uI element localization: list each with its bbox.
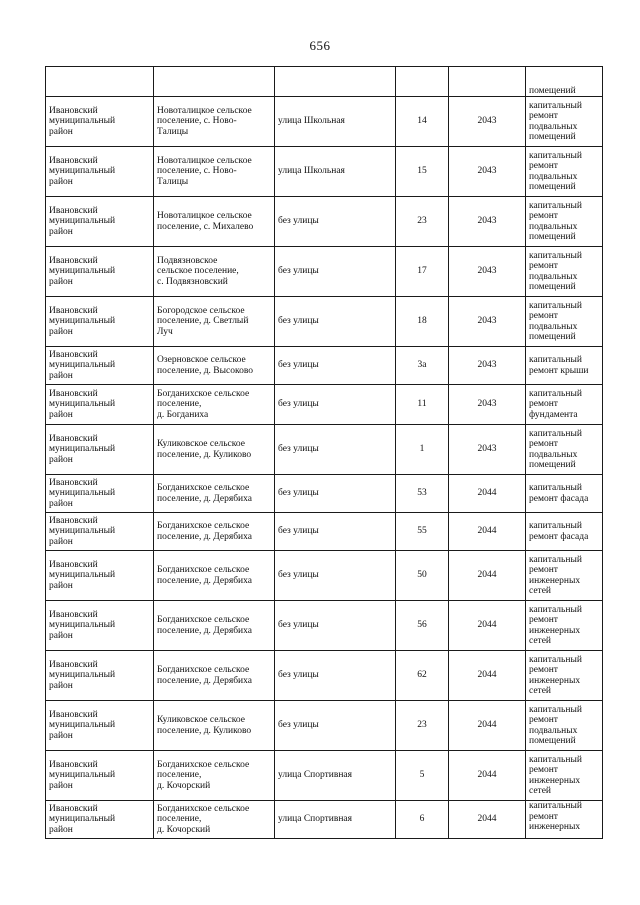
- district-cell-text: Ивановский муниципальный район: [49, 803, 116, 835]
- house-number-cell-text: 53: [417, 488, 427, 499]
- work-type-cell-text: капитальный ремонт подвальных помещений: [529, 200, 582, 242]
- settlement-cell: [154, 147, 275, 197]
- settlement-cell-text: Новоталицкое сельское поселение, с. Ново- Талицы: [157, 155, 252, 187]
- district-cell: [46, 297, 154, 347]
- house-number-cell: [396, 751, 449, 801]
- work-type-cell: [526, 247, 603, 297]
- settlement-cell: [154, 475, 275, 513]
- year-cell: [449, 97, 526, 147]
- table-row: [46, 701, 603, 751]
- year-cell-text: 2043: [477, 166, 497, 177]
- year-cell-text: 2044: [477, 770, 497, 781]
- house-number-cell: [396, 651, 449, 701]
- work-type-cell: [526, 513, 603, 551]
- street-cell: [275, 601, 396, 651]
- year-cell-text: 2044: [477, 814, 497, 825]
- house-number-cell-text: 62: [417, 670, 427, 681]
- street-cell-text: без улицы: [278, 399, 319, 410]
- district-cell-text: Ивановский муниципальный район: [49, 105, 116, 137]
- work-type-cell: [526, 425, 603, 475]
- year-cell: [449, 147, 526, 197]
- table-row: [46, 297, 603, 347]
- year-cell: [449, 801, 526, 839]
- street-cell-text: без улицы: [278, 266, 319, 277]
- settlement-cell: [154, 247, 275, 297]
- house-number-cell: [396, 247, 449, 297]
- house-number-cell: [396, 67, 449, 97]
- house-number-cell: [396, 385, 449, 425]
- work-type-cell: [526, 147, 603, 197]
- settlement-cell-text: Богданихское сельское поселение, д. Дерябиха: [157, 483, 252, 504]
- year-cell-text: 2044: [477, 526, 497, 537]
- street-cell: [275, 551, 396, 601]
- table-row: [46, 347, 603, 385]
- street-cell: [275, 297, 396, 347]
- year-cell: [449, 347, 526, 385]
- year-cell-text: 2043: [477, 266, 497, 277]
- district-cell-text: Ивановский муниципальный район: [49, 349, 116, 381]
- district-cell-text: Ивановский муниципальный район: [49, 759, 116, 791]
- district-cell: [46, 801, 154, 839]
- page-number: 656: [309, 38, 331, 53]
- house-number-cell: [396, 147, 449, 197]
- work-type-cell-text: капитальный ремонт инженерных сетей: [529, 554, 582, 596]
- table-row: [46, 513, 603, 551]
- work-type-cell: [526, 347, 603, 385]
- street-cell-text: без улицы: [278, 570, 319, 581]
- work-type-cell: [526, 601, 603, 651]
- year-cell-text: 2043: [477, 116, 497, 127]
- settlement-cell: [154, 513, 275, 551]
- settlement-cell-text: Богданихское сельское поселение, д. Богданиха: [157, 388, 250, 420]
- settlement-cell-text: Новоталицкое сельское поселение, с. Михалево: [157, 211, 254, 232]
- house-number-cell: [396, 197, 449, 247]
- table-row: [46, 551, 603, 601]
- work-type-cell: [526, 97, 603, 147]
- year-cell: [449, 385, 526, 425]
- street-cell: [275, 247, 396, 297]
- house-number-cell-text: 1: [419, 444, 425, 455]
- street-cell: [275, 701, 396, 751]
- district-cell: [46, 513, 154, 551]
- work-type-cell-text: капитальный ремонт фундамента: [529, 388, 582, 420]
- house-number-cell: [396, 513, 449, 551]
- house-number-cell-text: 18: [417, 316, 427, 327]
- district-cell-text: Ивановский муниципальный район: [49, 515, 116, 547]
- district-cell: [46, 701, 154, 751]
- house-number-cell-text: 11: [417, 399, 427, 410]
- work-type-cell: [526, 701, 603, 751]
- year-cell: [449, 551, 526, 601]
- year-cell-text: 2044: [477, 670, 497, 681]
- house-number-cell-text: 17: [417, 266, 427, 277]
- district-cell: [46, 385, 154, 425]
- street-cell-text: улица Спортивная: [278, 814, 353, 825]
- year-cell: [449, 475, 526, 513]
- district-cell-text: Ивановский муниципальный район: [49, 609, 116, 641]
- work-type-cell: [526, 801, 603, 839]
- settlement-cell: [154, 751, 275, 801]
- settlement-cell: [154, 385, 275, 425]
- settlement-cell-text: Новоталицкое сельское поселение, с. Ново- Талицы: [157, 105, 252, 137]
- work-type-cell-text: помещений: [529, 85, 576, 96]
- street-cell-text: без улицы: [278, 316, 319, 327]
- street-cell-text: без улицы: [278, 670, 319, 681]
- street-cell: [275, 651, 396, 701]
- district-cell-text: Ивановский муниципальный район: [49, 255, 116, 287]
- work-type-cell-text: капитальный ремонт подвальных помещений: [529, 150, 582, 192]
- year-cell: [449, 651, 526, 701]
- work-type-cell: [526, 751, 603, 801]
- year-cell-text: 2044: [477, 720, 497, 731]
- settlement-cell: [154, 551, 275, 601]
- street-cell-text: улица Школьная: [278, 116, 345, 127]
- street-cell: [275, 197, 396, 247]
- settlement-cell-text: Богданихское сельское поселение, д. Кочорский: [157, 759, 250, 791]
- house-number-cell-text: 23: [417, 720, 427, 731]
- work-type-cell-text: капитальный ремонт подвальных помещений: [529, 428, 582, 470]
- settlement-cell-text: Куликовское сельское поселение, д. Куликово: [157, 439, 252, 460]
- year-cell-text: 2044: [477, 620, 497, 631]
- house-number-cell: [396, 601, 449, 651]
- street-cell: [275, 347, 396, 385]
- street-cell-text: улица Школьная: [278, 166, 345, 177]
- street-cell-text: без улицы: [278, 216, 319, 227]
- work-type-cell: [526, 551, 603, 601]
- street-cell-text: без улицы: [278, 620, 319, 631]
- district-cell: [46, 347, 154, 385]
- year-cell-text: 2044: [477, 488, 497, 499]
- settlement-cell: [154, 425, 275, 475]
- house-number-cell: [396, 425, 449, 475]
- settlement-cell: [154, 701, 275, 751]
- year-cell-text: 2043: [477, 444, 497, 455]
- street-cell-text: улица Спортивная: [278, 770, 353, 781]
- table-row: [46, 147, 603, 197]
- table-row: [46, 97, 603, 147]
- district-cell-text: Ивановский муниципальный район: [49, 709, 116, 741]
- district-cell: [46, 97, 154, 147]
- settlement-cell: [154, 67, 275, 97]
- house-number-cell-text: 14: [417, 116, 427, 127]
- district-cell-text: Ивановский муниципальный район: [49, 477, 116, 509]
- work-type-cell: [526, 475, 603, 513]
- work-type-cell-text: капитальный ремонт инженерных сетей: [529, 654, 582, 696]
- street-cell: [275, 513, 396, 551]
- district-cell-text: Ивановский муниципальный район: [49, 388, 116, 420]
- district-cell: [46, 147, 154, 197]
- street-cell: [275, 475, 396, 513]
- street-cell: [275, 97, 396, 147]
- year-cell: [449, 513, 526, 551]
- district-cell-text: Ивановский муниципальный район: [49, 205, 116, 237]
- work-type-cell: [526, 385, 603, 425]
- table-row: [46, 425, 603, 475]
- year-cell: [449, 297, 526, 347]
- work-type-cell-text: капитальный ремонт подвальных помещений: [529, 300, 582, 342]
- district-cell: [46, 601, 154, 651]
- street-cell: [275, 385, 396, 425]
- year-cell: [449, 247, 526, 297]
- settlement-cell-text: Куликовское сельское поселение, д. Куликово: [157, 715, 252, 736]
- table-body: [46, 67, 603, 839]
- house-number-cell: [396, 701, 449, 751]
- year-cell: [449, 197, 526, 247]
- work-type-cell-text: капитальный ремонт фасада: [529, 483, 589, 504]
- street-cell: [275, 801, 396, 839]
- street-cell-text: без улицы: [278, 360, 319, 371]
- settlement-cell: [154, 801, 275, 839]
- street-cell-text: без улицы: [278, 720, 319, 731]
- street-cell-text: без улицы: [278, 488, 319, 499]
- district-cell: [46, 651, 154, 701]
- work-type-cell-text: капитальный ремонт фасада: [529, 521, 589, 542]
- street-cell: [275, 425, 396, 475]
- work-type-cell: [526, 67, 603, 97]
- settlement-cell-text: Богданихское сельское поселение, д. Дерябиха: [157, 615, 252, 636]
- house-number-cell-text: 15: [417, 166, 427, 177]
- house-number-cell-text: 6: [419, 814, 425, 825]
- table-row: [46, 67, 603, 97]
- district-cell-text: Ивановский муниципальный район: [49, 155, 116, 187]
- district-cell: [46, 551, 154, 601]
- house-number-cell-text: 56: [417, 620, 427, 631]
- table-row: [46, 751, 603, 801]
- house-number-cell-text: 3а: [417, 360, 427, 371]
- year-cell: [449, 425, 526, 475]
- house-number-cell-text: 55: [417, 526, 427, 537]
- year-cell: [449, 751, 526, 801]
- table-row: [46, 801, 603, 839]
- house-number-cell: [396, 475, 449, 513]
- district-cell: [46, 197, 154, 247]
- table-row: [46, 601, 603, 651]
- house-number-cell: [396, 801, 449, 839]
- table-row: [46, 475, 603, 513]
- year-cell: [449, 601, 526, 651]
- district-cell: [46, 475, 154, 513]
- street-cell-text: без улицы: [278, 444, 319, 455]
- table-row: [46, 651, 603, 701]
- house-number-cell: [396, 97, 449, 147]
- district-cell: [46, 751, 154, 801]
- house-number-cell-text: 50: [417, 570, 427, 581]
- table-row: [46, 247, 603, 297]
- settlement-cell: [154, 197, 275, 247]
- district-cell-text: Ивановский муниципальный район: [49, 659, 116, 691]
- table-row: [46, 385, 603, 425]
- work-type-cell-text: капитальный ремонт крыши: [529, 355, 589, 376]
- work-type-cell-text: капитальный ремонт подвальных помещений: [529, 704, 582, 746]
- work-type-cell: [526, 651, 603, 701]
- work-type-cell: [526, 197, 603, 247]
- work-type-cell-text: капитальный ремонт подвальных помещений: [529, 250, 582, 292]
- house-number-cell-text: 23: [417, 216, 427, 227]
- settlement-cell: [154, 297, 275, 347]
- house-number-cell: [396, 297, 449, 347]
- settlement-cell: [154, 97, 275, 147]
- year-cell: [449, 701, 526, 751]
- year-cell-text: 2044: [477, 570, 497, 581]
- year-cell-text: 2043: [477, 360, 497, 371]
- settlement-cell-text: Богданихское сельское поселение, д. Дерябиха: [157, 521, 252, 542]
- settlement-cell-text: Богданихское сельское поселение, д. Дерябиха: [157, 565, 252, 586]
- settlement-cell-text: Богданихское сельское поселение, д. Кочорский: [157, 803, 250, 835]
- work-type-cell-text: капитальный ремонт инженерных: [529, 801, 582, 832]
- district-cell-text: Ивановский муниципальный район: [49, 305, 116, 337]
- house-number-cell: [396, 347, 449, 385]
- year-cell-text: 2043: [477, 399, 497, 410]
- year-cell-text: 2043: [477, 316, 497, 327]
- table-row: [46, 197, 603, 247]
- district-cell: [46, 67, 154, 97]
- district-cell-text: Ивановский муниципальный район: [49, 433, 116, 465]
- settlement-cell-text: Богданихское сельское поселение, д. Дерябиха: [157, 665, 252, 686]
- work-type-cell-text: капитальный ремонт инженерных сетей: [529, 754, 582, 796]
- street-cell: [275, 751, 396, 801]
- settlement-cell: [154, 347, 275, 385]
- settlement-cell-text: Озерновское сельское поселение, д. Высоково: [157, 355, 254, 376]
- settlement-cell: [154, 651, 275, 701]
- street-cell: [275, 147, 396, 197]
- settlement-cell: [154, 601, 275, 651]
- settlement-cell-text: Богородское сельское поселение, д. Светлый Луч: [157, 305, 249, 337]
- street-cell: [275, 67, 396, 97]
- district-cell-text: Ивановский муниципальный район: [49, 559, 116, 591]
- work-type-cell-text: капитальный ремонт подвальных помещений: [529, 100, 582, 142]
- work-type-cell-text: капитальный ремонт инженерных сетей: [529, 604, 582, 646]
- repair-schedule-table: [45, 66, 603, 839]
- street-cell-text: без улицы: [278, 526, 319, 537]
- year-cell-text: 2043: [477, 216, 497, 227]
- settlement-cell-text: Подвязновское сельское поселение, с. Подвязновский: [157, 255, 239, 287]
- district-cell: [46, 425, 154, 475]
- house-number-cell-text: 5: [419, 770, 425, 781]
- year-cell: [449, 67, 526, 97]
- district-cell: [46, 247, 154, 297]
- work-type-cell: [526, 297, 603, 347]
- house-number-cell: [396, 551, 449, 601]
